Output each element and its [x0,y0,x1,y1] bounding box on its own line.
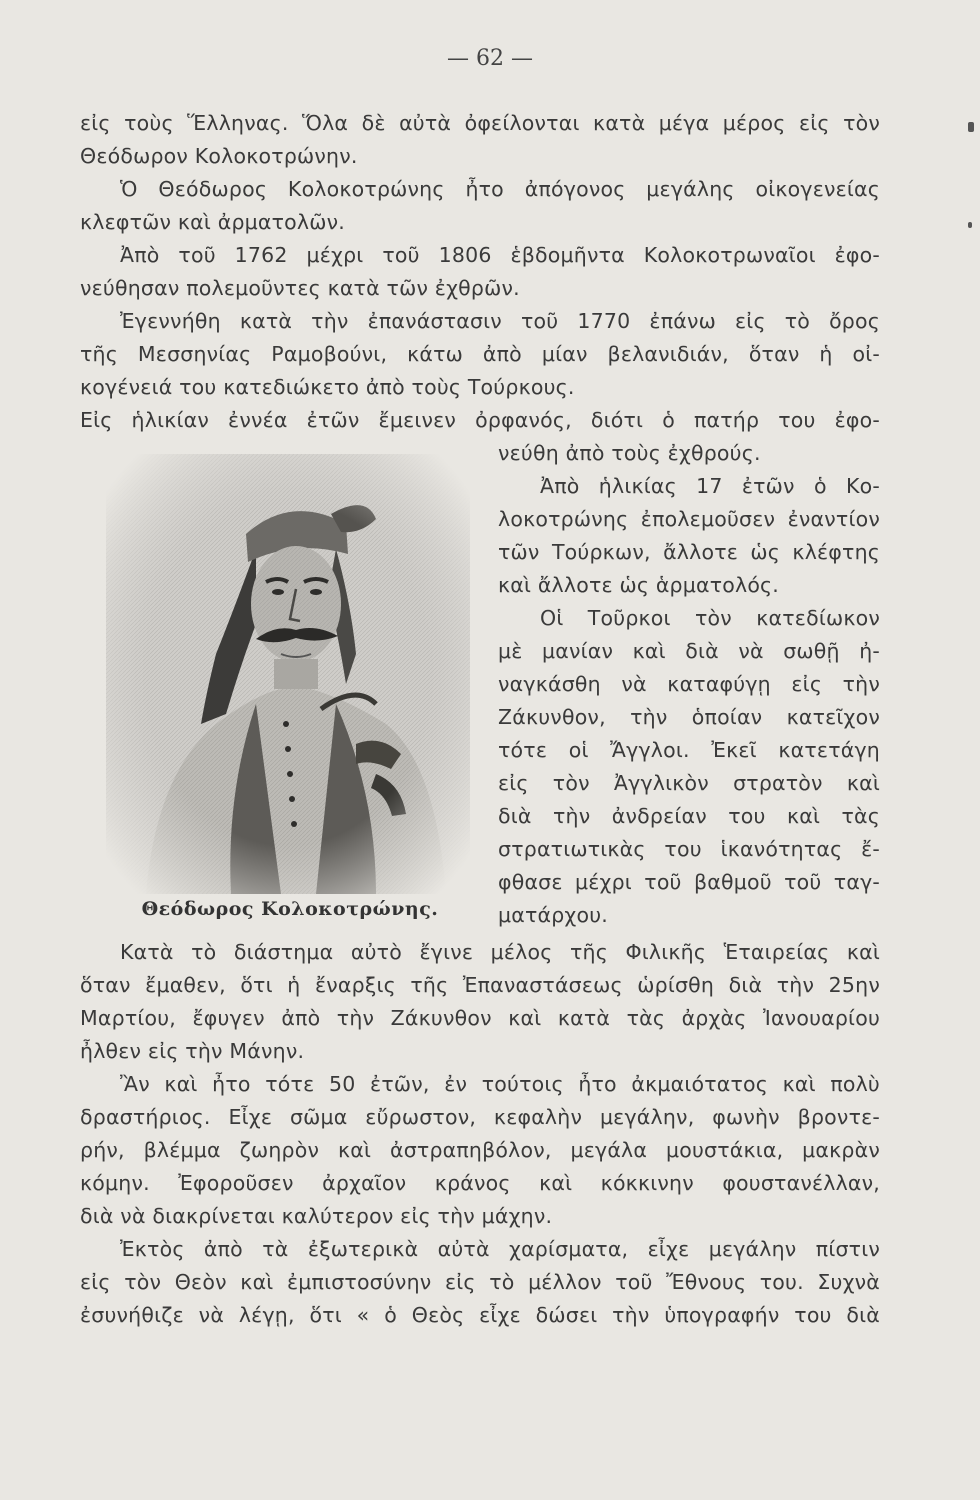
text-line: λοκοτρώνης ἐπολεμοῦσεν ἐναντίον [498,507,880,531]
text-line: ὅταν ἔμαθεν, ὅτι ἡ ἔναρξις τῆς Ἐπαναστάσεως ὡρίσθη διὰ τὴν 25ην [80,973,880,997]
margin-speck [968,122,974,132]
text-line: Ὁ Θεόδωρος Κολοκοτρώνης ἦτο ἀπόγονος μεγάλης οἰκογενείας [120,177,880,201]
text-line: ἦλθεν εἰς τὴν Μάνην. [80,1039,305,1063]
text-line: Οἱ Τοῦρκοι τὸν κατεδίωκον [540,606,880,630]
text-line: ναγκάσθη νὰ καταφύγῃ εἰς τὴν [498,672,880,696]
text-line: Εἰς ἡλικίαν ἐννέα ἐτῶν ἔμεινεν ὀρφανός, διότι ὁ πατήρ του ἐφο- [80,408,880,432]
text-line: διὰ τὴν ἀνδρείαν του καὶ τὰς [498,804,880,828]
text-line: φθασε μέχρι τοῦ βαθμοῦ τοῦ ταγ- [498,870,880,894]
text-line: εἰς τοὺς Ἕλληνας. Ὅλα δὲ αὐτὰ ὀφείλονται κατὰ μέγα μέρος εἰς τὸν [80,111,880,135]
text-line: στρατιωτικὰς του ἱκανότητας ἔ- [498,837,880,861]
text-line: ἐσυνήθιζε νὰ λέγῃ, ὅτι « ὁ Θεὸς εἶχε δώσει τὴν ὑπογραφήν του διὰ [80,1303,880,1327]
text-line: Ἀπὸ τοῦ 1762 μέχρι τοῦ 1806 ἑβδομῆντα Κολοκοτρωναῖοι ἐφο- [120,243,880,267]
text-line: νεύθησαν πολεμοῦντες κατὰ τῶν ἐχθρῶν. [80,276,520,300]
text-line: τῶν Τούρκων, ἄλλοτε ὡς κλέφτης [498,540,880,564]
text-line: δραστήριος. Εἶχε σῶμα εὔρωστον, κεφαλὴν μεγάλην, φωνὴν βροντε- [80,1105,880,1129]
text-line: εἰς τὸν Θεὸν καὶ ἐμπιστοσύνην εἰς τὸ μέλλον τοῦ Ἔθνους του. Συχνὰ [80,1270,880,1294]
portrait-caption: Θεόδωρος Κολοκοτρώνης. [141,898,439,920]
text-line: τότε οἱ Ἄγγλοι. Ἐκεῖ κατετάγη [498,738,880,762]
portrait-engraving [106,454,470,894]
text-line: Ἂν καὶ ἦτο τότε 50 ἐτῶν, ἐν τούτοις ἦτο ἀκμαιότατος καὶ πολὺ [120,1072,880,1096]
text-line: κλεφτῶν καὶ ἀρματολῶν. [80,210,345,234]
text-line: ρήν, βλέμμα ζωηρὸν καὶ ἀστραπηβόλον, μεγάλα μουστάκια, μακρὰν [80,1138,880,1162]
text-line: διὰ νὰ διακρίνεται καλύτερον εἰς τὴν μάχην. [80,1204,553,1228]
margin-speck [968,222,972,228]
text-line: Ἀπὸ ἡλικίας 17 ἐτῶν ὁ Κο- [540,474,880,498]
text-line: νεύθη ἀπὸ τοὺς ἐχθρούς. [498,441,761,465]
text-line: κόμην. Ἐφοροῦσεν ἀρχαῖον κράνος καὶ κόκκινην φουστανέλλαν, [80,1171,880,1195]
page-number: — 62 — [447,46,533,71]
text-line: Ἐκτὸς ἀπὸ τὰ ἐξωτερικὰ αὐτὰ χαρίσματα, εἶχε μεγάλην πίστιν [120,1237,880,1261]
portrait-image [106,454,470,894]
text-line: καὶ ἄλλοτε ὡς ἁρματολός. [498,573,780,597]
text-line: εἰς τὸν Ἀγγλικὸν στρατὸν καὶ [498,771,880,795]
text-line: Ζάκυνθον, τὴν ὁποίαν κατεῖχον [498,705,880,729]
text-line: ματάρχου. [498,903,608,927]
text-line: τῆς Μεσσηνίας Ραμοβούνι, κάτω ἀπὸ μίαν βελανιδιάν, ὅταν ἡ οἰ- [80,342,880,366]
text-line: κογένειά του κατεδιώκετο ἀπὸ τοὺς Τούρκους. [80,375,575,399]
text-line: Μαρτίου, ἔφυγεν ἀπὸ τὴν Ζάκυνθον καὶ κατὰ τὰς ἀρχὰς Ἰανουαρίου [80,1006,880,1030]
text-line: Ἐγεννήθη κατὰ τὴν ἐπανάστασιν τοῦ 1770 ἐπάνω εἰς τὸ ὄρος [120,309,880,333]
text-line: Κατὰ τὸ διάστημα αὐτὸ ἔγινε μέλος τῆς Φιλικῆς Ἑταιρείας καὶ [120,940,880,964]
text-line: Θεόδωρον Κολοκοτρώνην. [80,144,358,168]
text-line: μὲ μανίαν καὶ διὰ νὰ σωθῇ ἠ- [498,639,880,663]
